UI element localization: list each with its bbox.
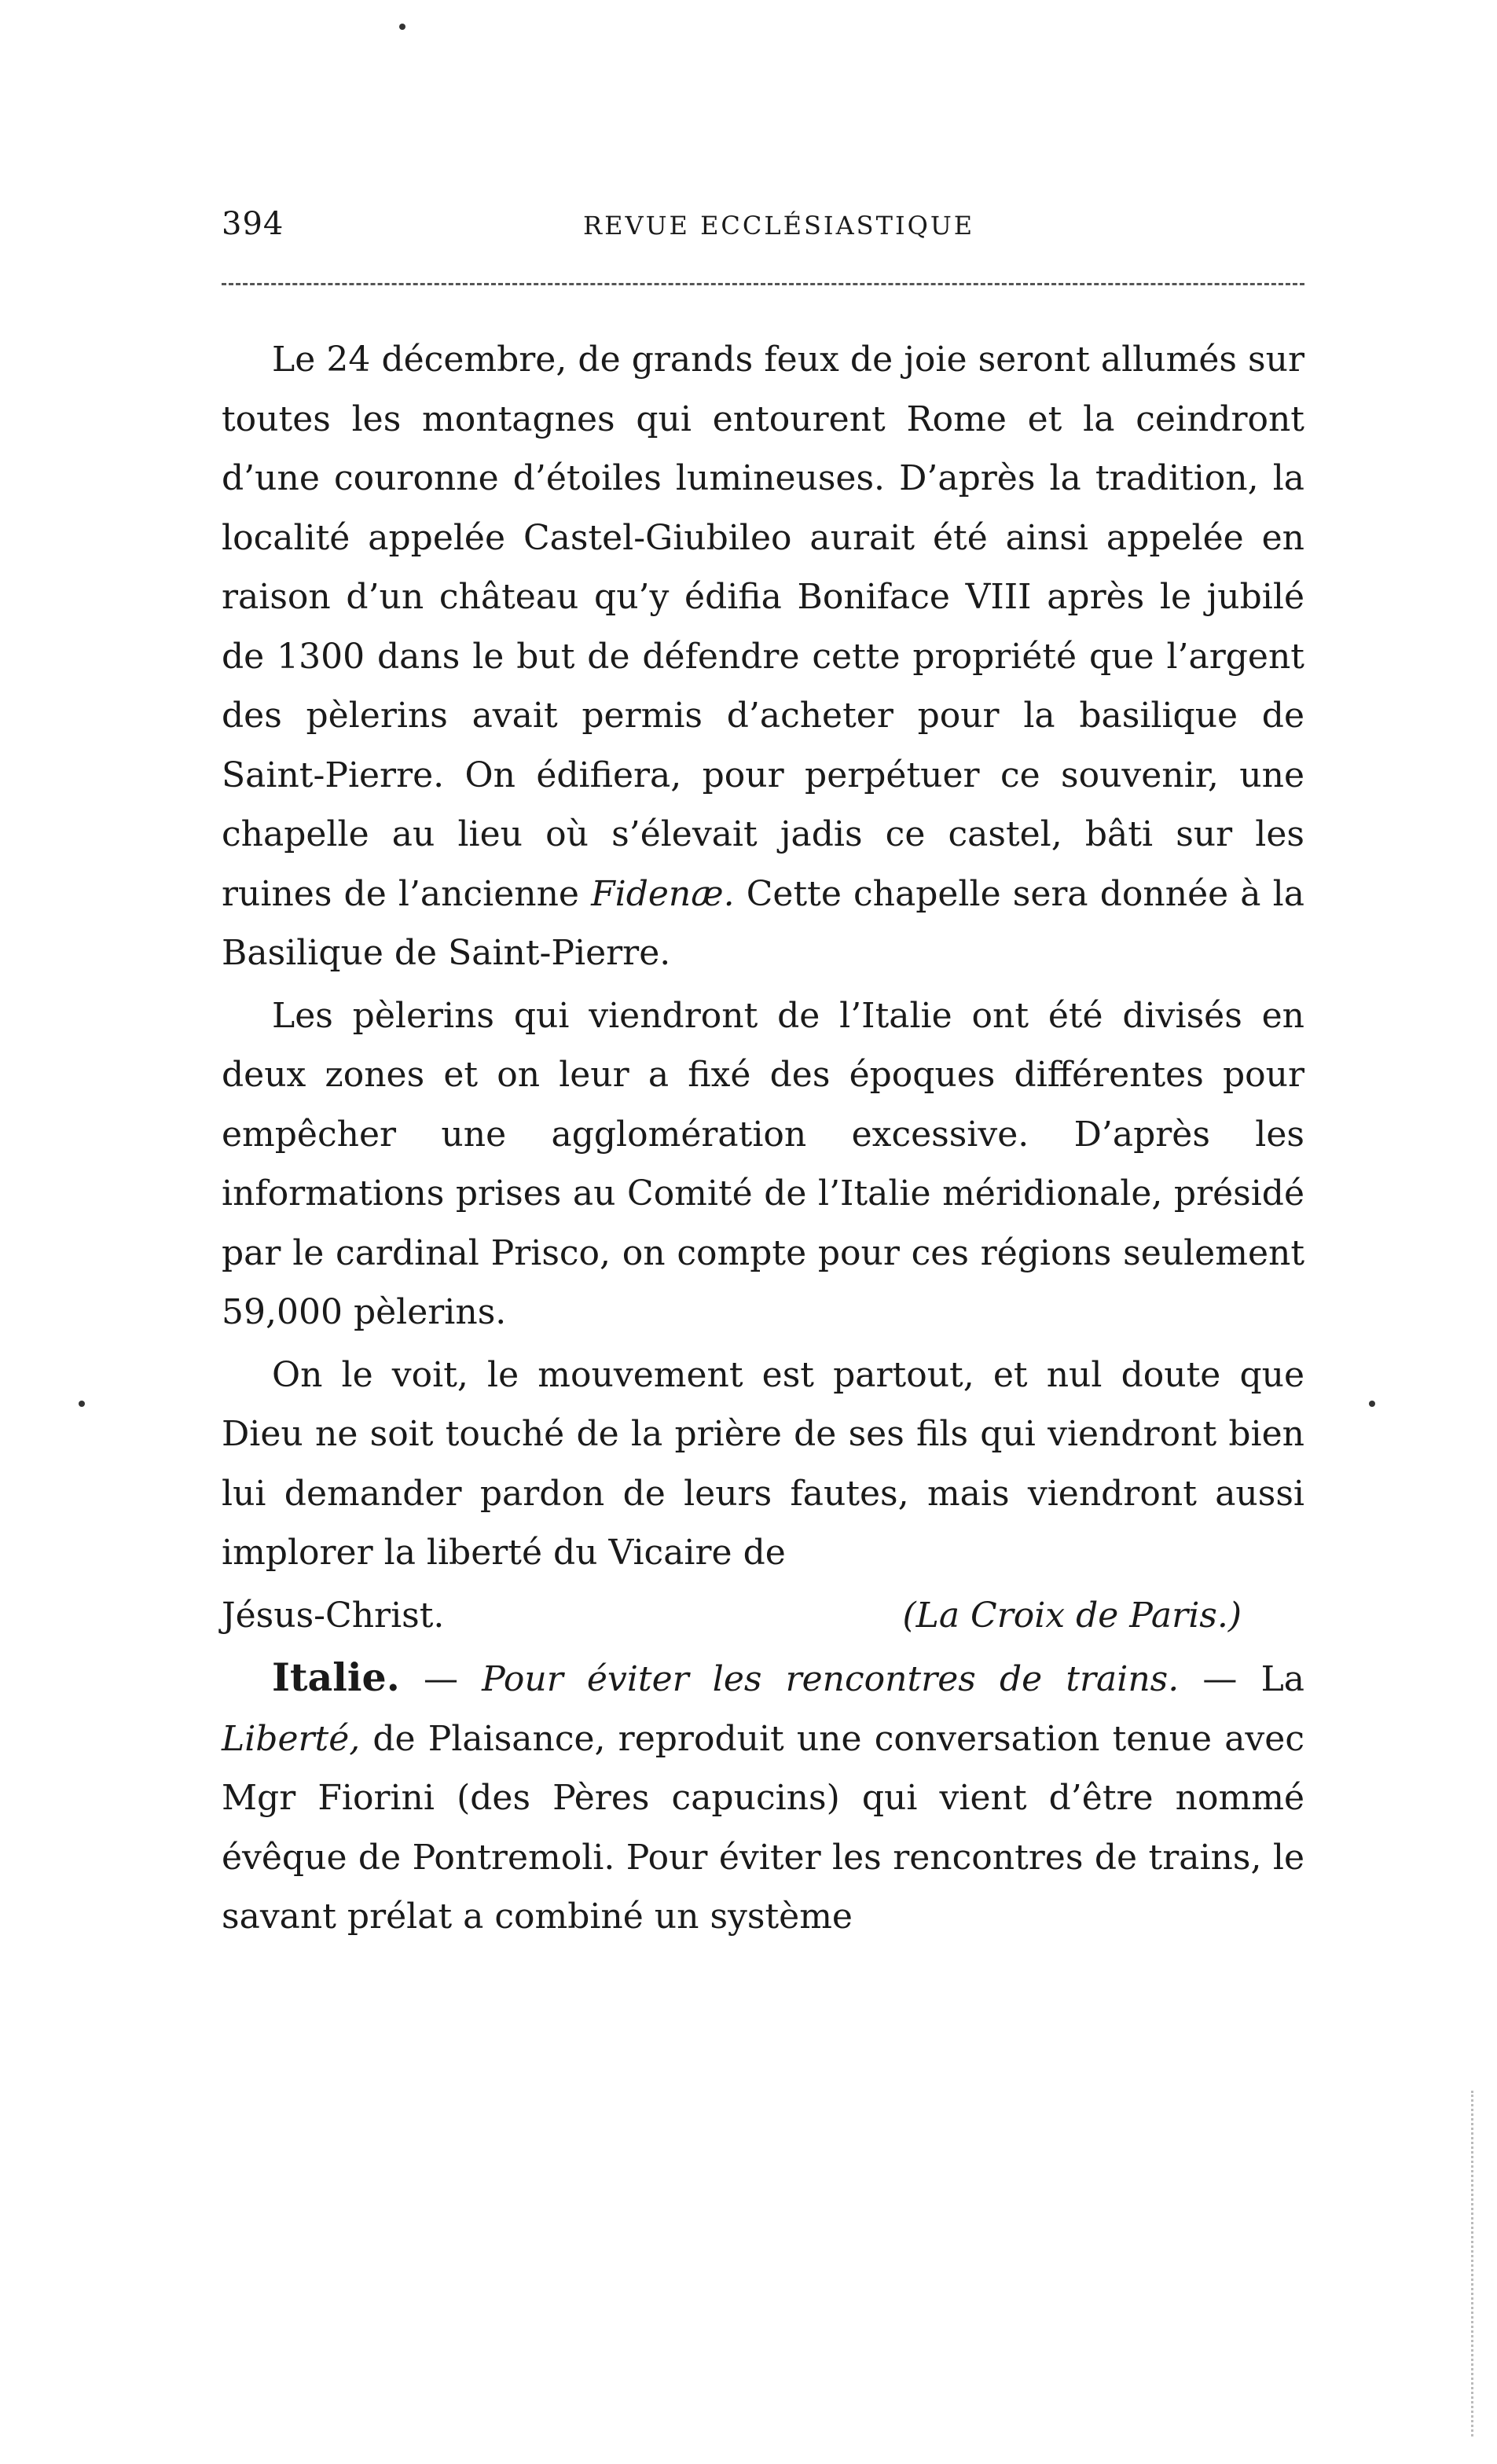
paragraph-text: de Plaisance, reproduit une conversation tenue avec Mgr Fiorini (des Pères capucins) qui vient d’être nommé évêque de Pontremoli. Pour éviter les rencontres de trains, le savant prélat a combiné un système [222, 1718, 1304, 1937]
printing-speck [79, 1401, 85, 1407]
margin-dotted-line [1471, 2091, 1480, 2436]
source-citation: (La Croix de Paris.) [902, 1595, 1242, 1636]
em-dash: — [423, 1659, 458, 1699]
place-name-italic: Fidenæ. [591, 873, 735, 914]
newspaper-name: Liberté, [222, 1718, 361, 1759]
paragraph-text-tail: Cette chapelle sera donnée à la Basilique de Saint-Pierre. [222, 873, 1304, 973]
paragraph-text: On le voit, le mouvement est partout, et nul doute que Dieu ne soit touché de la prière de ses fils qui viendront bien lui demander pardon de leurs fautes, mais viendront aussi implorer la liberté du Vicaire de [222, 1354, 1304, 1573]
running-head: REVUE ECCLÉSIASTIQUE [583, 211, 975, 241]
printing-speck [1369, 1401, 1375, 1407]
header-rule [222, 283, 1304, 285]
printing-speck [399, 24, 405, 30]
source-line [222, 1586, 1304, 1646]
paragraph-italie-section [222, 1648, 1304, 1947]
paragraph-jubilee-fires [222, 330, 1304, 983]
paragraph-last-words: Jésus-Christ. [222, 1595, 445, 1636]
paragraph-movement [222, 1346, 1304, 1583]
page-header [222, 206, 1304, 253]
em-dash: — [1202, 1659, 1238, 1699]
section-subtitle: Pour éviter les rencontres de trains. [482, 1659, 1180, 1699]
page-number: 394 [222, 206, 284, 242]
article-word: La [1260, 1659, 1305, 1699]
section-title: Italie. [272, 1654, 400, 1700]
paragraph-pilgrims: Les pèlerins qui viendront de l’Italie ont été divisés en deux zones et on leur a fixé des époques différentes pour empêcher une agglomération excessive. D’après les informations prises au Comité de l’Italie méridionale, présidé par le cardinal Prisco, on compte pour ces régions seulement 59,000 pèlerins. [222, 995, 1304, 1332]
body-text [222, 330, 1304, 1950]
paragraph-text: Le 24 décembre, de grands feux de joie seront allumés sur toutes les montagnes qui entourent Rome et la ceindront d’une couronne d’étoiles lumineuses. D’après la tradition, la localité appelée Castel-Giubileo aurait été ainsi appelée en raison d’un château qu’y édifia Boniface VIII après le jubilé de 1300 dans le but de défendre cette propriété que l’argent des pèlerins avait permis d’acheter pour la basilique de Saint-Pierre. On édifiera, pour perpétuer ce souvenir, une chapelle au lieu où s’élevait jadis ce castel, bâti sur les ruines de l’ancienne [222, 340, 1304, 914]
